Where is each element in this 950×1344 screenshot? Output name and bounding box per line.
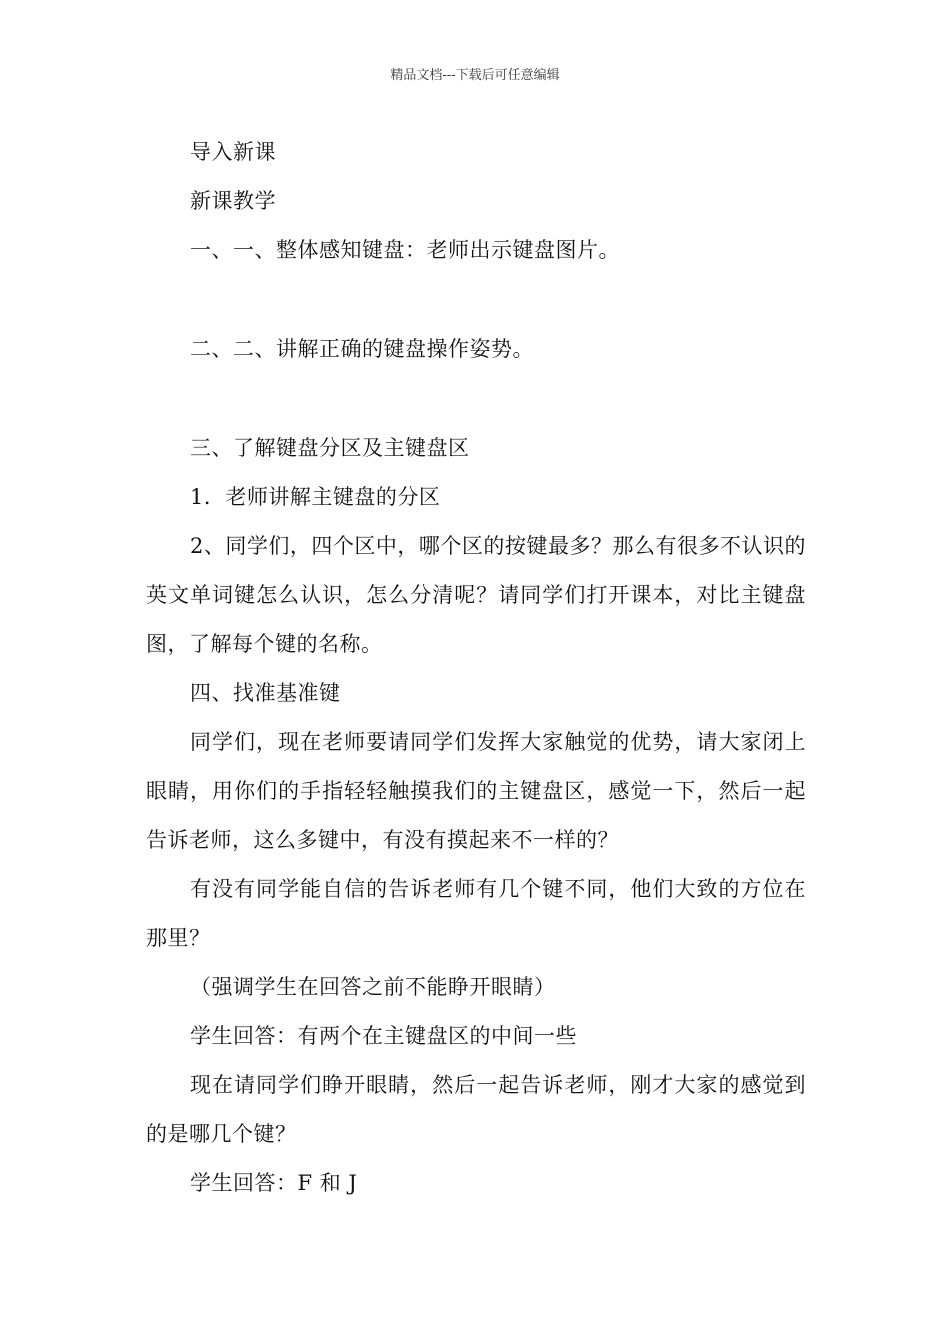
paragraph-intro: 导入新课 [190,140,276,164]
paragraph-section-4: 四、找准基准键 [190,681,341,705]
paragraph-new-lesson: 新课教学 [190,189,276,213]
paragraph-answer-2: 学生回答：F 和 J [190,1171,358,1195]
page-header: 精品文档---下载后可任意编辑 [390,68,560,83]
paragraph-note: （强调学生在回答之前不能睁开眼睛） [190,975,556,999]
paragraph-item-2: 2、同学们，四个区中，哪个区的按键最多？那么有很多不认识的英文单词键怎么认识，怎么分清呢？请同学们打开课本，对比主键盘图，了解每个键的名称。 [146,534,806,656]
paragraph-touch-keys: 同学们，现在老师要请同学们发挥大家触觉的优势，请大家闭上眼睛，用你们的手指轻轻触摸我们的主键盘区，感觉一下，然后一起告诉老师，这么多键中，有没有摸起来不一样的？ [146,730,806,852]
paragraph-answer-1: 学生回答：有两个在主键盘区的中间一些 [190,1024,577,1048]
paragraph-section-3: 三、了解键盘分区及主键盘区 [190,436,470,460]
spacer [146,374,806,424]
paragraph-question: 有没有同学能自信的告诉老师有几个键不同，他们大致的方位在那里？ [146,877,806,950]
paragraph-section-2: 二、二、讲解正确的键盘操作姿势。 [190,337,534,361]
paragraph-open-eyes: 现在请同学们睁开眼睛，然后一起告诉老师，刚才大家的感觉到的是哪几个键？ [146,1073,806,1146]
spacer [146,275,806,325]
paragraph-item-1: 1．老师讲解主键盘的分区 [190,485,441,509]
paragraph-section-1: 一、一、整体感知键盘：老师出示键盘图片。 [190,238,620,262]
document-body [146,128,806,1208]
